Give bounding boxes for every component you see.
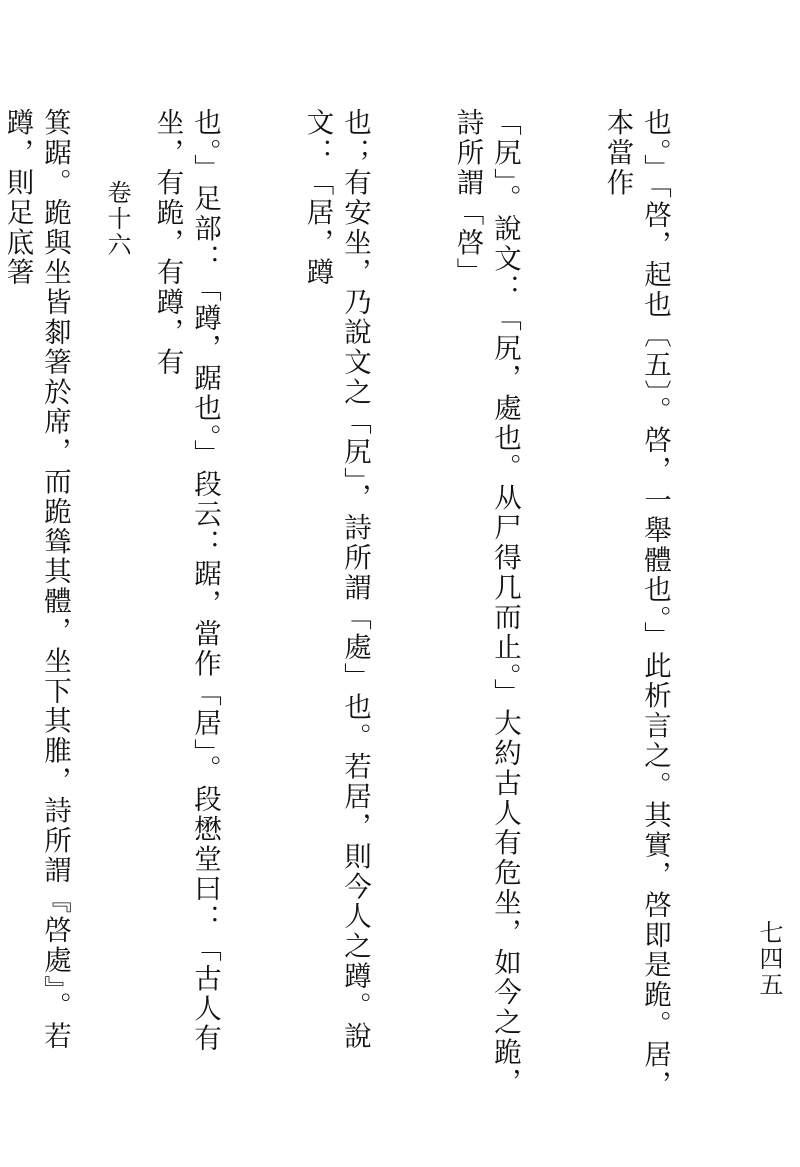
text-column: 也；有安坐，乃說文之「尻」，詩所謂「處」也。若居，則今人之蹲。說文：「居，蹲 [301, 108, 371, 1052]
text-column: 「尻」。說文：「尻，處也。从尸得几而止。」大約古人有危坐，如今之跪，詩所謂「啓」 [451, 108, 521, 1098]
text-column: 也。」「啓，起也〔五〕。啓，一舉體也。」此析言之。其實，啓即是跪。居，本當作 [601, 108, 671, 1100]
text-column: 箕踞。跪與坐皆厀箸於席，而跪聳其體，坐下其脽，詩所謂『啓處』。若蹲，則足底箸 [1, 108, 71, 1052]
text-column: 也。」足部：「蹲，踞也。」段云：踞，當作「居」。段懋堂曰：「古人有坐，有跪，有蹲，有 [151, 108, 221, 1054]
chapter-label: 卷十六 [103, 180, 131, 258]
page-number: 七四五 [755, 920, 783, 998]
